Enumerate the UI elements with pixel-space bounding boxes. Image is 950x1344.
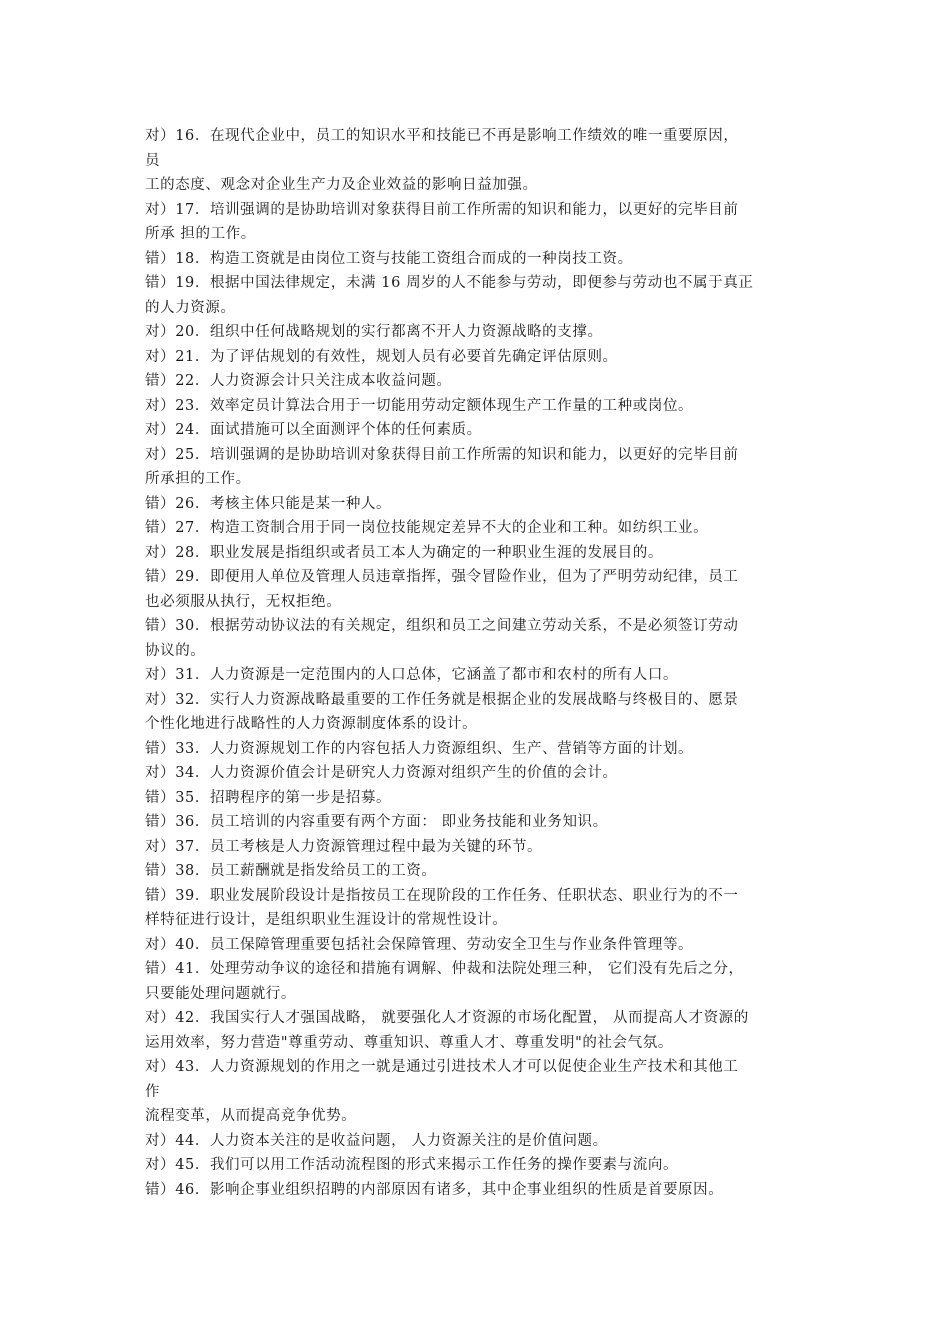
text-line: 对）37．员工考核是人力资源管理过程中最为关键的环节。 — [145, 838, 543, 855]
text-line: 错）33．人力资源规划工作的内容包括人力资源组织、生产、营销等方面的计划。 — [145, 740, 694, 757]
text-line: 所承 担的工作。 — [145, 226, 256, 242]
text-line: 所承担的工作。 — [145, 471, 251, 487]
text-line: 只要能处理问题就行。 — [145, 985, 296, 1002]
text-line: 对）28．职业发展是指组织或者员工本人为确定的一种职业生涯的发展目的。 — [145, 544, 663, 561]
text-line: 错）46．影响企事业组织招聘的内部原因有诸多，其中企事业组织的性质是首要原因。 — [145, 1181, 724, 1198]
text-line: 员 — [145, 152, 161, 169]
text-line: 对）43．人力资源规划的作用之一就是通过引进技术人才可以促使企业生产技术和其他工 — [145, 1059, 739, 1075]
text-line: 的人力资源。 — [145, 299, 236, 316]
text-line: 个性化地进行战略性的人力资源制度体系的设计。 — [145, 716, 478, 732]
text-line: 对）32．实行人力资源战略最重要的工作任务就是根据企业的发展战略与终极目的、愿景 — [145, 691, 739, 708]
text-line: 错）30．根据劳动协议法的有关规定，组织和员工之间建立劳动关系，不是必须签订劳动 — [145, 618, 739, 634]
text-line: 错）18．构造工资就是由岗位工资与技能工资组合而成的一种岗技工资。 — [145, 250, 633, 267]
text-line: 样特征进行设计，是组织职业生涯设计的常规性设计。 — [145, 912, 508, 928]
text-line: 对）25．培训强调的是协助培训对象获得目前工作所需的知识和能力，以更好的完毕目前 — [145, 446, 739, 463]
text-line: 对）20．组织中任何战略规划的实行都离不开人力资源战略的支撑。 — [145, 324, 603, 340]
text-line: 错）35．招聘程序的第一步是招募。 — [145, 789, 392, 806]
text-line: 错）22．人力资源会计只关注成本收益问题。 — [145, 373, 452, 389]
text-line: 对）45．我们可以用工作活动流程图的形式来揭示工作任务的操作要素与流向。 — [145, 1157, 679, 1173]
text-line: 对）42．我国实行人才强国战略， 就要强化人才资源的市场化配置， 从而提高人才资源的 — [145, 1010, 749, 1026]
text-line: 流程变革，从而提高竞争优势。 — [145, 1108, 357, 1124]
text-line: 对）40．员工保障管理重要包括社会保障管理、劳动安全卫生与作业条件管理等。 — [145, 936, 694, 953]
text-line: 错）41．处理劳动争议的途径和措施有调解、仲裁和法院处理三种， 它们没有先后之分， — [145, 961, 744, 977]
text-line: 对）34．人力资源价值会计是研究人力资源对组织产生的价值的会计。 — [145, 765, 618, 781]
text-line: 工的态度、观念对企业生产力及企业效益的影响日益加强。 — [145, 177, 538, 193]
text-line: 协议的。 — [145, 642, 206, 659]
text-line: 运用效率，努力营造"尊重劳动、尊重知识、尊重人才、尊重发明"的社会气氛。 — [145, 1034, 673, 1051]
text-line: 对）24．面试措施可以全面测评个体的任何素质。 — [145, 422, 482, 438]
text-line: 对）17．培训强调的是协助培训对象获得目前工作所需的知识和能力，以更好的完毕目前 — [145, 201, 739, 218]
text-line: 错）26．考核主体只能是某一种人。 — [145, 495, 392, 512]
text-line: 错）38．员工薪酬就是指发给员工的工资。 — [145, 863, 437, 879]
text-line: 对）16．在现代企业中，员工的知识水平和技能已不再是影响工作绩效的唯一重要原因， — [145, 128, 739, 144]
text-line: 错）36．员工培训的内容重要有两个方面： 即业务技能和业务知识。 — [145, 814, 608, 830]
document-body — [145, 124, 810, 1202]
text-line: 错）29．即便用人单位及管理人员违章指挥，强令冒险作业，但为了严明劳动纪律，员工 — [145, 569, 739, 585]
text-line: 作 — [145, 1083, 161, 1100]
text-line: 错）27．构造工资制合用于同一岗位技能规定差异不大的企业和工种。如纺织工业。 — [145, 520, 709, 536]
text-line: 对）21．为了评估规划的有效性，规划人员有必要首先确定评估原则。 — [145, 348, 618, 365]
text-line: 对）23．效率定员计算法合用于一切能用劳动定额体现生产工作量的工种或岗位。 — [145, 397, 694, 414]
text-line: 错）19．根据中国法律规定，未满 16 周岁的人不能参与劳动，即便参与劳动也不属于真正 — [145, 275, 754, 291]
text-line: 也必须服从执行，无权拒绝。 — [145, 593, 342, 610]
text-line: 错）39．职业发展阶段设计是指按员工在现阶段的工作任务、任职状态、职业行为的不一 — [145, 887, 739, 904]
text-line: 对）31．人力资源是一定范围内的人口总体，它涵盖了都市和农村的所有人口。 — [145, 667, 679, 683]
text-line: 对）44．人力资本关注的是收益问题， 人力资源关注的是价值问题。 — [145, 1132, 608, 1149]
